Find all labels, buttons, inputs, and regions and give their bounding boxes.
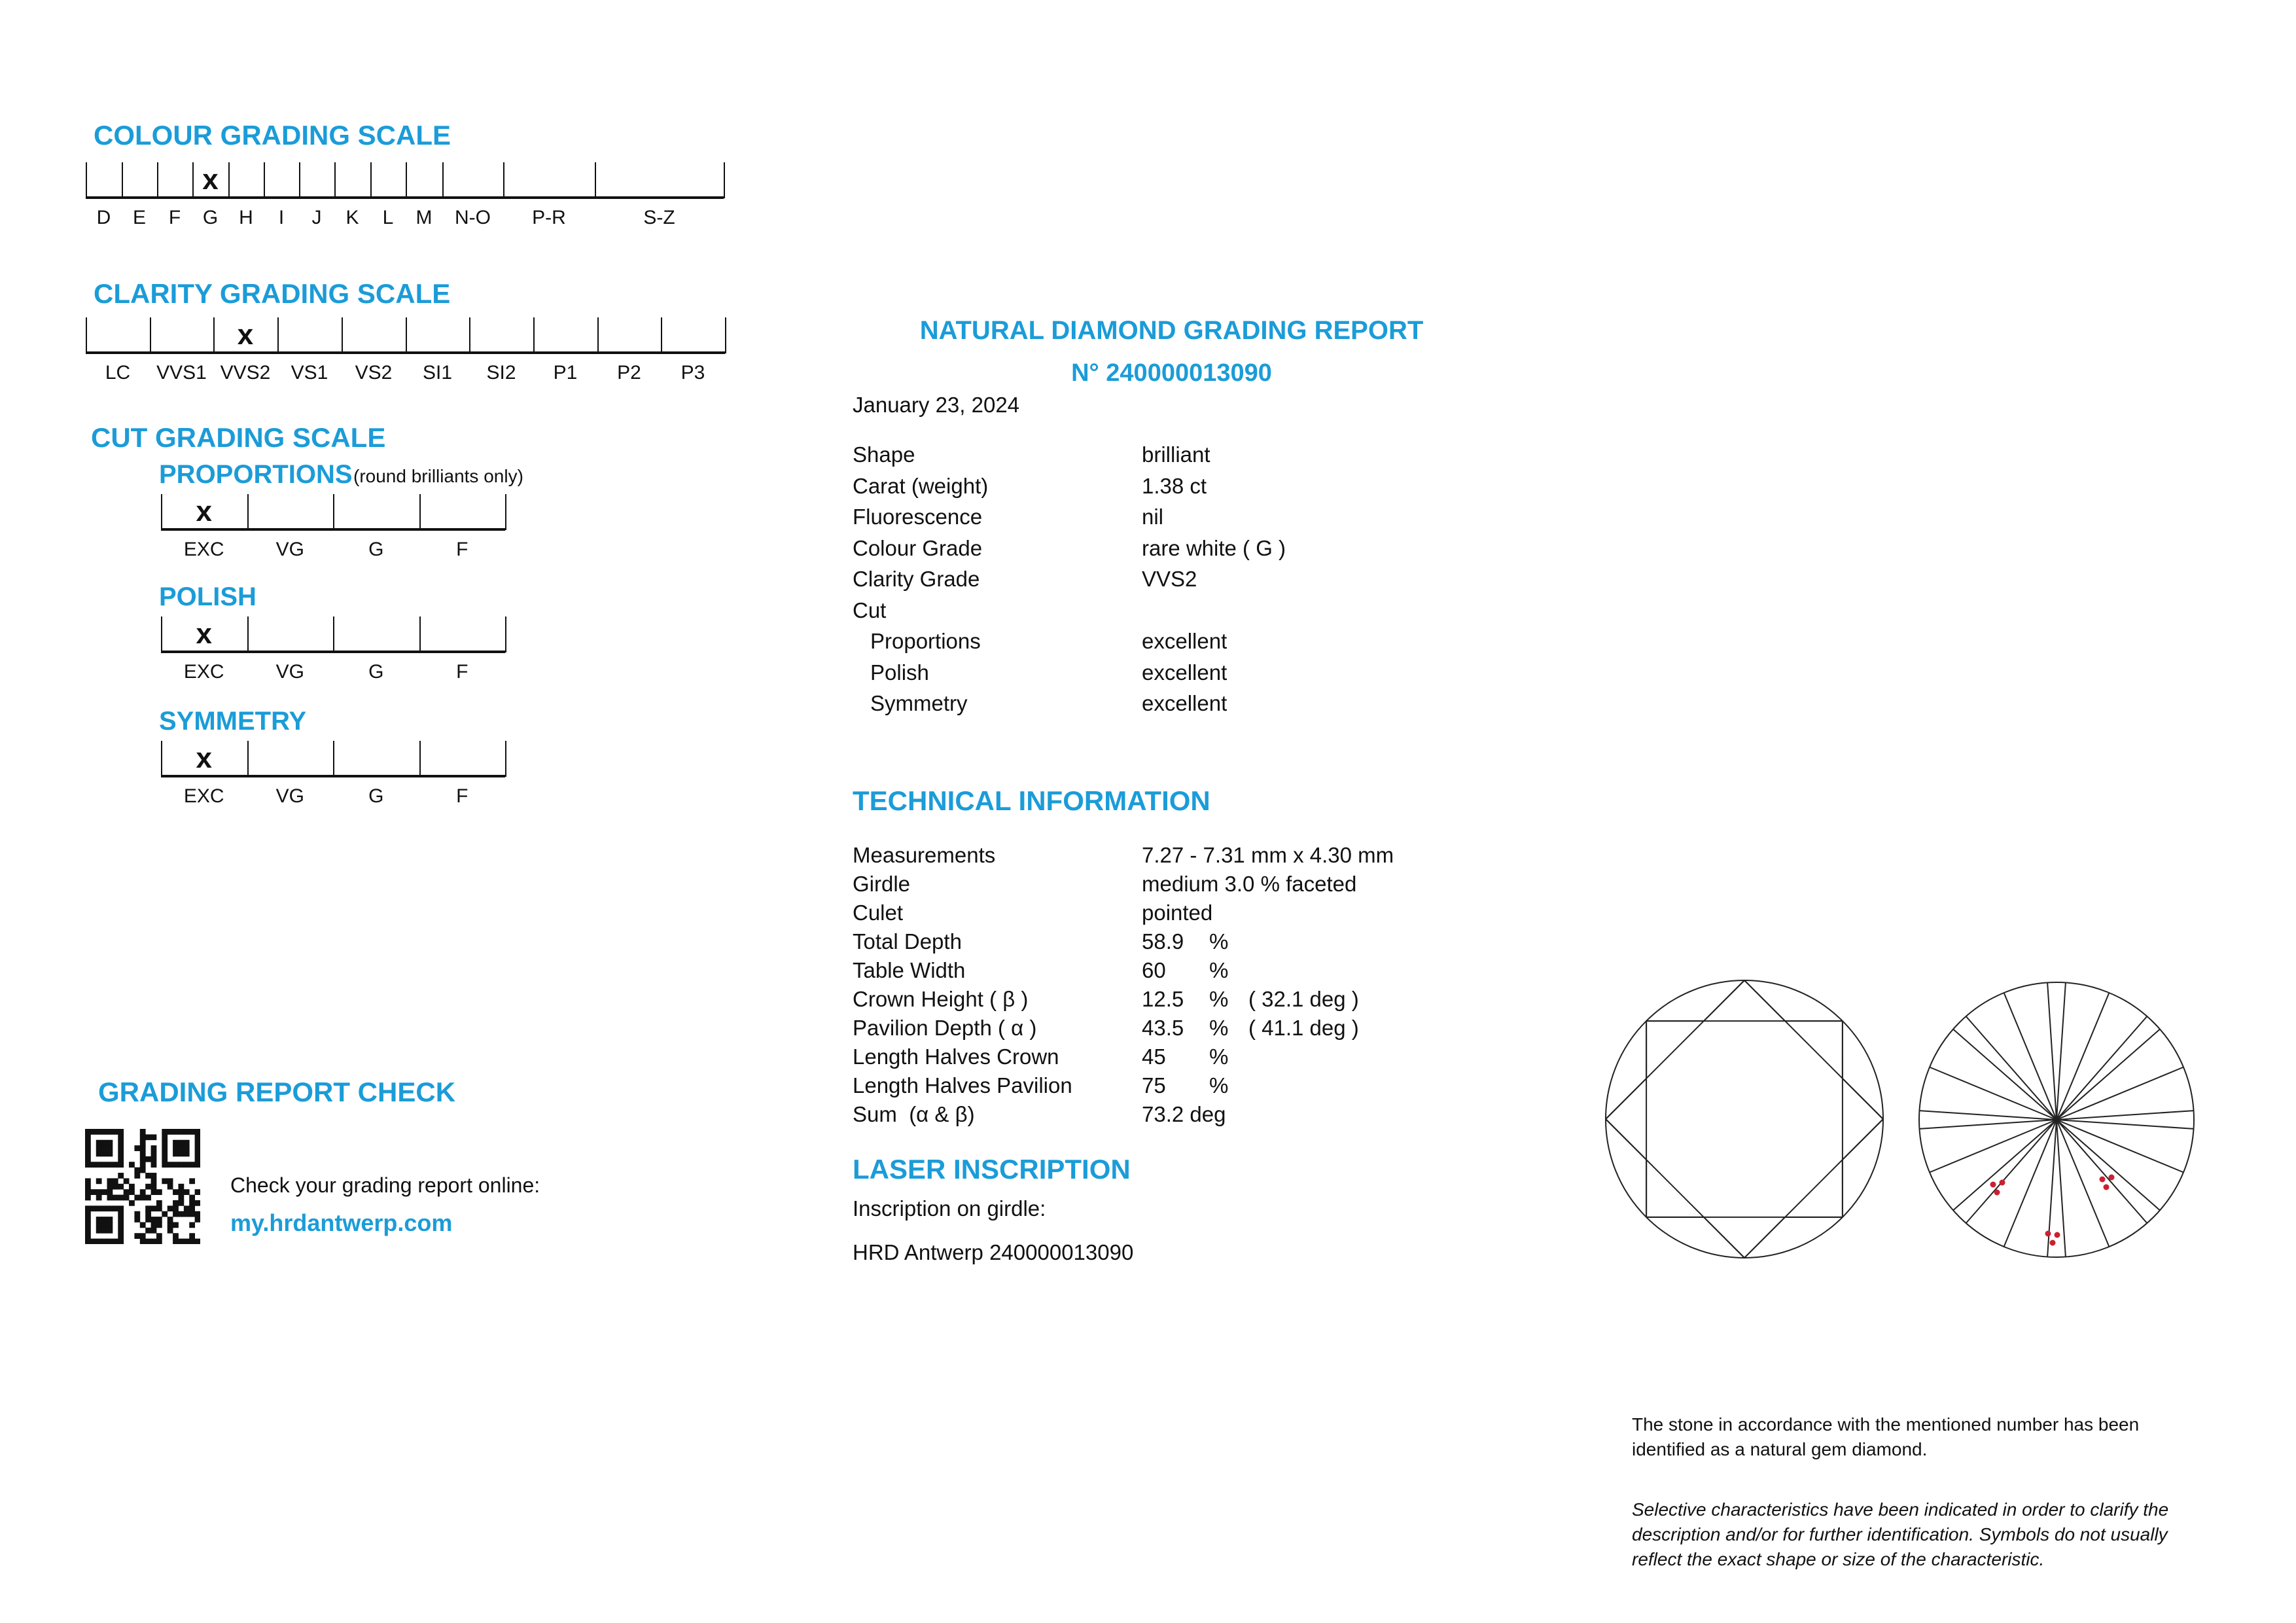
laser-caption: Inscription on girdle: — [853, 1196, 1046, 1221]
scale-label: L — [382, 207, 394, 228]
scale-tick — [333, 494, 334, 530]
scale-tick — [661, 317, 662, 353]
row-unit: % — [1209, 1016, 1229, 1040]
grade-mark-x: x — [196, 618, 212, 650]
scale-label: P1 — [553, 362, 578, 383]
table-row — [853, 872, 1507, 902]
scale-tick — [86, 317, 87, 353]
scale-label: G — [202, 207, 219, 228]
scale-tick — [299, 162, 300, 198]
report-check-caption: Check your grading report online: — [230, 1173, 540, 1197]
row-label: Cut — [853, 597, 887, 622]
laser-title: LASER INSCRIPTION — [853, 1154, 1131, 1185]
clarity-scale-title: CLARITY GRADING SCALE — [94, 278, 451, 309]
scale-tick — [406, 317, 407, 353]
table-row — [853, 629, 1507, 660]
scale-label: VG — [275, 539, 304, 560]
row-value: 58.9 — [1142, 929, 1184, 954]
table-row — [853, 1044, 1507, 1075]
scale-tick — [505, 494, 506, 530]
clarity-dot — [2045, 1231, 2051, 1237]
scale-label: VG — [275, 785, 304, 807]
symmetry-scale — [161, 741, 505, 823]
scale-tick — [597, 317, 599, 353]
report-number: N° 240000013090 — [1071, 359, 1272, 387]
row-label: Fluorescence — [853, 505, 983, 529]
table-row — [853, 598, 1507, 629]
scale-label: F — [168, 207, 181, 228]
scale-label: G — [368, 661, 384, 683]
scale-tick — [157, 162, 158, 198]
scale-tick — [192, 162, 194, 198]
row-value: excellent — [1142, 660, 1227, 685]
scale-tick — [247, 741, 249, 777]
clarity-dot — [2104, 1185, 2110, 1190]
grade-mark-x: x — [196, 742, 212, 774]
scale-tick — [161, 616, 162, 652]
scale-label: SI1 — [422, 362, 453, 383]
table-row — [853, 1016, 1507, 1046]
scale-tick — [213, 317, 215, 353]
polish-scale — [161, 616, 505, 698]
report-check-title: GRADING REPORT CHECK — [98, 1077, 456, 1107]
scale-tick — [533, 317, 535, 353]
scale-tick — [469, 317, 470, 353]
scale-label: D — [96, 207, 111, 228]
scale-label: VS2 — [355, 362, 393, 383]
table-row — [853, 536, 1507, 567]
row-label: Proportions — [870, 629, 981, 653]
row-label: Polish — [870, 660, 929, 685]
table-row — [853, 660, 1507, 691]
scale-label: K — [345, 207, 359, 228]
scale-label: J — [311, 207, 322, 228]
row-value: 75 — [1142, 1073, 1166, 1097]
scale-tick — [419, 616, 421, 652]
row-unit: % — [1209, 929, 1229, 954]
row-label: Total Depth — [853, 929, 962, 954]
row-label: Colour Grade — [853, 535, 983, 560]
scale-label: N-O — [455, 207, 491, 228]
colour-scale-title: COLOUR GRADING SCALE — [94, 120, 451, 151]
report-date: January 23, 2024 — [853, 393, 1020, 417]
scale-tick — [370, 162, 372, 198]
row-value: 45 — [1142, 1044, 1166, 1069]
scale-tick — [161, 494, 162, 530]
footnote-selective: Selective characteristics have been indicated in order to clarify the description and/or for further identification. Symbols do not usually reflect the exact shape or size of the characteristic. — [1632, 1499, 2169, 1569]
scale-label: VVS2 — [220, 362, 271, 383]
scale-label: S-Z — [643, 207, 675, 228]
clarity-dot — [1990, 1182, 1996, 1188]
row-label: Pavilion Depth ( α ) — [853, 1016, 1037, 1040]
row-value: nil — [1142, 505, 1164, 529]
scale-tick — [333, 616, 334, 652]
scale-baseline — [86, 351, 725, 354]
row-value: 73.2 deg — [1142, 1102, 1226, 1126]
grade-mark-x: x — [196, 495, 212, 527]
scale-label: M — [415, 207, 433, 228]
table-row — [853, 442, 1507, 473]
scale-label: F — [456, 785, 468, 807]
scale-label: I — [278, 207, 285, 228]
table-row — [853, 691, 1507, 722]
scale-tick — [122, 162, 123, 198]
scale-label: H — [239, 207, 253, 228]
scale-tick — [505, 616, 506, 652]
row-label: Culet — [853, 901, 904, 925]
scale-label: LC — [105, 362, 131, 383]
clarity-dot — [2050, 1240, 2056, 1246]
scale-tick — [442, 162, 444, 198]
table-row — [853, 1102, 1507, 1133]
scale-label: P-R — [532, 207, 566, 228]
table-row — [853, 505, 1507, 535]
scale-label: VS1 — [291, 362, 328, 383]
row-unit: % — [1209, 1044, 1229, 1069]
scale-tick — [406, 162, 407, 198]
scale-tick — [724, 162, 725, 198]
scale-tick — [277, 317, 279, 353]
scale-label: P2 — [617, 362, 641, 383]
proportions-subtitle: PROPORTIONS — [159, 460, 353, 489]
scale-label: F — [456, 661, 468, 683]
technical-title: TECHNICAL INFORMATION — [853, 785, 1210, 816]
scale-label: G — [368, 785, 384, 807]
row-extra: ( 32.1 deg ) — [1248, 987, 1359, 1011]
row-label: Crown Height ( β ) — [853, 987, 1029, 1011]
scale-tick — [161, 741, 162, 777]
clarity-dot — [2055, 1232, 2060, 1238]
scale-tick — [334, 162, 336, 198]
table-row — [853, 1073, 1507, 1104]
row-unit: % — [1209, 958, 1229, 982]
clarity-dot — [2109, 1175, 2115, 1181]
footnote-identified: The stone in accordance with the mentioned number has been identified as a natural gem diamond. — [1632, 1414, 2140, 1459]
proportions-note: (round brilliants only) — [353, 466, 523, 486]
row-label: Girdle — [853, 872, 911, 896]
row-value: excellent — [1142, 629, 1227, 653]
table-row — [853, 843, 1507, 874]
grade-mark-x: x — [237, 319, 254, 351]
scale-baseline — [161, 775, 505, 777]
row-value: rare white ( G ) — [1142, 535, 1286, 560]
scale-tick — [505, 741, 506, 777]
row-value: 43.5 — [1142, 1016, 1184, 1040]
diamond-plot-diagrams — [1597, 974, 2205, 1275]
scale-tick — [150, 317, 151, 353]
table-row — [853, 929, 1507, 960]
scale-tick — [503, 162, 504, 198]
scale-tick — [86, 162, 87, 198]
row-value: medium 3.0 % faceted — [1142, 872, 1357, 896]
scale-baseline — [86, 196, 724, 199]
crown-view-diagram — [1606, 980, 1883, 1258]
row-label: Clarity Grade — [853, 567, 980, 591]
scale-label: E — [132, 207, 147, 228]
symmetry-subtitle: SYMMETRY — [159, 707, 307, 736]
scale-label: EXC — [183, 785, 224, 807]
clarity-dot — [1994, 1190, 2000, 1196]
scale-label: EXC — [183, 539, 224, 560]
scale-tick — [333, 741, 334, 777]
clarity-dot — [2000, 1180, 2005, 1186]
row-unit: % — [1209, 1073, 1229, 1097]
row-label: Length Halves Crown — [853, 1044, 1059, 1069]
table-row — [853, 474, 1507, 505]
row-label: Length Halves Pavilion — [853, 1073, 1072, 1097]
scale-tick — [419, 494, 421, 530]
table-row — [853, 987, 1507, 1018]
row-label: Sum (α & β) — [853, 1102, 975, 1126]
row-label: Shape — [853, 442, 915, 467]
row-value: VVS2 — [1142, 567, 1197, 591]
scale-tick — [419, 741, 421, 777]
row-value: 7.27 - 7.31 mm x 4.30 mm — [1142, 843, 1394, 867]
polish-subtitle: POLISH — [159, 582, 256, 611]
scale-label: VG — [275, 661, 304, 683]
row-value: excellent — [1142, 691, 1227, 715]
row-value: pointed — [1142, 901, 1213, 925]
row-label: Symmetry — [870, 691, 968, 715]
scale-tick — [247, 494, 249, 530]
row-value: brilliant — [1142, 442, 1210, 467]
scale-tick — [342, 317, 343, 353]
scale-tick — [595, 162, 596, 198]
scale-tick — [264, 162, 265, 198]
scale-tick — [247, 616, 249, 652]
scale-tick — [228, 162, 230, 198]
table-row — [853, 958, 1507, 989]
row-value: 60 — [1142, 958, 1166, 982]
table-row — [853, 567, 1507, 597]
scale-label: F — [456, 539, 468, 560]
scale-label: SI2 — [486, 362, 516, 383]
report-title: NATURAL DIAMOND GRADING REPORT — [919, 316, 1424, 345]
row-label: Table Width — [853, 958, 966, 982]
row-value: 12.5 — [1142, 987, 1184, 1011]
scale-baseline — [161, 528, 505, 531]
laser-inscription-value: HRD Antwerp 240000013090 — [853, 1240, 1134, 1264]
row-label: Measurements — [853, 843, 996, 867]
cut-scale-title: CUT GRADING SCALE — [91, 422, 386, 453]
scale-label: VVS1 — [156, 362, 207, 383]
pavilion-view-diagram — [1919, 982, 2194, 1257]
scale-label: EXC — [183, 661, 224, 683]
row-value: 1.38 ct — [1142, 473, 1207, 498]
row-unit: % — [1209, 987, 1229, 1011]
qr-code — [85, 1129, 200, 1244]
table-row — [853, 901, 1507, 931]
row-label: Carat (weight) — [853, 473, 989, 498]
scale-label: P3 — [680, 362, 705, 383]
report-check-link[interactable]: my.hrdantwerp.com — [230, 1209, 453, 1236]
proportions-scale — [161, 494, 505, 576]
scale-tick — [725, 317, 726, 353]
row-extra: ( 41.1 deg ) — [1248, 1016, 1359, 1040]
grade-mark-x: x — [202, 164, 219, 196]
scale-label: G — [368, 539, 384, 560]
colour-grading-scale — [86, 162, 724, 244]
clarity-grading-scale — [86, 317, 725, 399]
clarity-dot — [2100, 1177, 2106, 1183]
scale-baseline — [161, 651, 505, 653]
